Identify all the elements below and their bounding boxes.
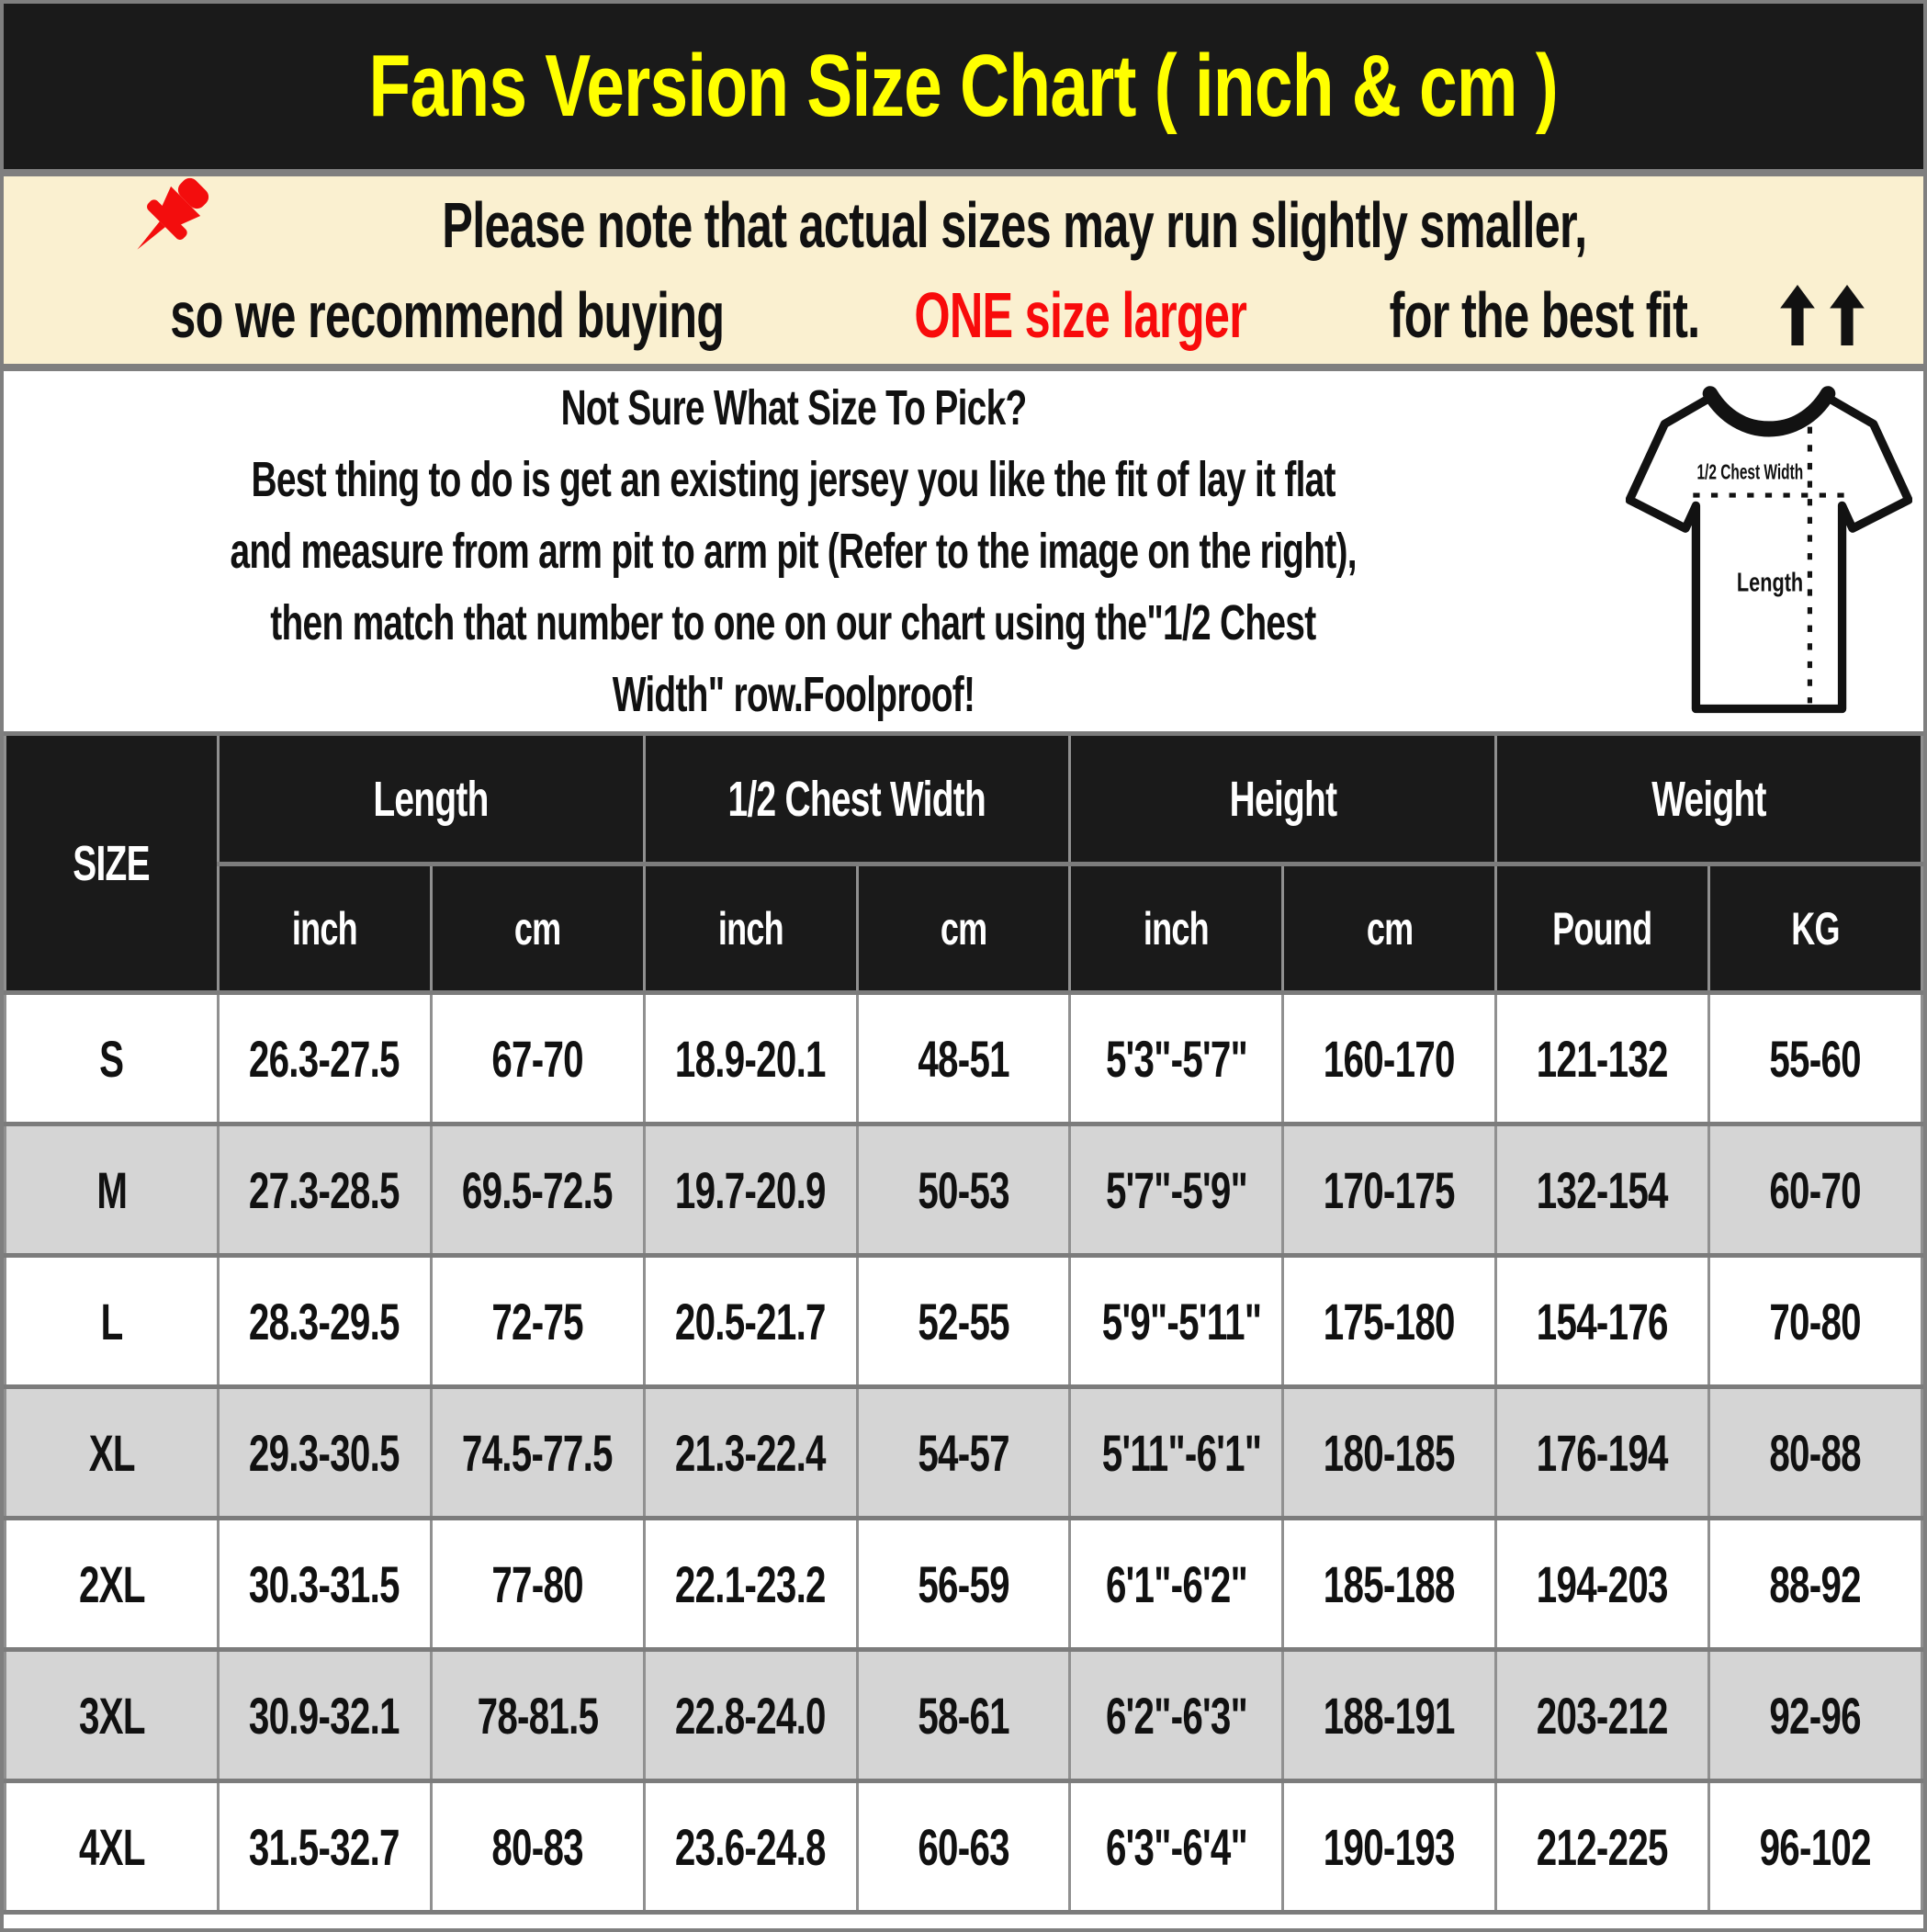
value-cell: 190-193 [1283,1781,1496,1913]
value-cell: 29.3-30.5 [218,1387,431,1519]
notice-text-1: Please note that actual sizes may run slightly smaller, [441,189,1587,261]
value-cell: 22.1-23.2 [644,1519,857,1650]
value-cell: 5'11"-6'1" [1070,1387,1283,1519]
guide-line: and measure from arm pit to arm pit (Refer to the image on the right), [230,524,1357,579]
guide-line: then match that number to one on our chart using the"1/2 Chest [270,595,1316,650]
unit-header: cm [1283,864,1496,993]
value-cell: 5'9"-5'11" [1070,1256,1283,1387]
value-cell: 5'3"-5'7" [1070,993,1283,1124]
group-header-length: Length [218,734,644,864]
tshirt-measurement-diagram [1626,380,1912,722]
table-row [6,1650,1922,1781]
size-cell: L [6,1256,219,1387]
value-cell: 185-188 [1283,1519,1496,1650]
size-cell: S [6,993,219,1124]
value-cell: 60-63 [857,1781,1070,1913]
size-table-header [6,734,1922,993]
unit-header: inch [218,864,431,993]
group-header-chest: 1/2 Chest Width [644,734,1070,864]
value-cell: 21.3-22.4 [644,1387,857,1519]
value-cell: 50-53 [857,1124,1070,1256]
value-cell: 132-154 [1496,1124,1709,1256]
notice-line-2 [62,270,1865,360]
value-cell: 18.9-20.1 [644,993,857,1124]
size-cell: 2XL [6,1519,219,1650]
guide-figure [1575,371,1923,731]
page-title: Fans Version Size Chart ( inch & cm ) [368,37,1559,135]
value-cell: 88-92 [1709,1519,1922,1650]
value-cell: 180-185 [1283,1387,1496,1519]
notice-text-2b: for the best fit. [1389,279,1700,351]
unit-header: KG [1709,864,1922,993]
value-cell: 175-180 [1283,1256,1496,1387]
value-cell: 188-191 [1283,1650,1496,1781]
group-header-weight: Weight [1496,734,1922,864]
guide-section [4,371,1923,731]
value-cell: 160-170 [1283,993,1496,1124]
guide-line: Width" row.Foolproof! [612,667,975,722]
value-cell: 23.6-24.8 [644,1781,857,1913]
unit-header: inch [644,864,857,993]
size-table-body [6,993,1922,1913]
unit-header: cm [857,864,1070,993]
value-cell: 54-57 [857,1387,1070,1519]
value-cell: 96-102 [1709,1781,1922,1913]
guide-heading: Not Sure What Size To Pick? [560,380,1027,435]
table-row [6,993,1922,1124]
value-cell: 80-88 [1709,1387,1922,1519]
group-header-height: Height [1070,734,1496,864]
value-cell: 77-80 [431,1519,644,1650]
length-label: Length [1737,568,1804,598]
guide-line: Best thing to do is get an existing jersey you like the fit of lay it flat [251,452,1335,507]
value-cell: 58-61 [857,1650,1070,1781]
value-cell: 19.7-20.9 [644,1124,857,1256]
value-cell: 170-175 [1283,1124,1496,1256]
value-cell: 30.9-32.1 [218,1650,431,1781]
unit-header: cm [431,864,644,993]
value-cell: 72-75 [431,1256,644,1387]
value-cell: 154-176 [1496,1256,1709,1387]
size-cell: 3XL [6,1650,219,1781]
value-cell: 121-132 [1496,993,1709,1124]
value-cell: 69.5-72.5 [431,1124,644,1256]
value-cell: 212-225 [1496,1781,1709,1913]
notice-banner [4,176,1923,371]
value-cell: 92-96 [1709,1650,1922,1781]
value-cell: 203-212 [1496,1650,1709,1781]
size-cell: 4XL [6,1781,219,1913]
notice-text-2a: so we recommend buying [170,279,725,351]
value-cell: 20.5-21.7 [644,1256,857,1387]
value-cell: 26.3-27.5 [218,993,431,1124]
unit-header: inch [1070,864,1283,993]
value-cell: 30.3-31.5 [218,1519,431,1650]
notice-line-1 [118,180,1809,270]
value-cell: 28.3-29.5 [218,1256,431,1387]
chest-width-label: 1/2 Chest Width [1696,459,1804,484]
pushpin-icon [118,167,218,270]
value-cell: 6'1"-6'2" [1070,1519,1283,1650]
table-row [6,1124,1922,1256]
size-cell: XL [6,1387,219,1519]
value-cell: 56-59 [857,1519,1070,1650]
value-cell: 74.5-77.5 [431,1387,644,1519]
size-column-header: SIZE [6,734,219,993]
table-row [6,1519,1922,1650]
value-cell: 80-83 [431,1781,644,1913]
up-arrows [1780,285,1865,345]
value-cell: 67-70 [431,993,644,1124]
value-cell: 6'2"-6'3" [1070,1650,1283,1781]
unit-header: Pound [1496,864,1709,993]
value-cell: 176-194 [1496,1387,1709,1519]
guide-text [4,371,1575,731]
value-cell: 194-203 [1496,1519,1709,1650]
value-cell: 70-80 [1709,1256,1922,1387]
unit-header-row [6,864,1922,993]
table-row [6,1256,1922,1387]
value-cell: 5'7"-5'9" [1070,1124,1283,1256]
size-cell: M [6,1124,219,1256]
up-arrow-icon [1830,285,1865,345]
value-cell: 48-51 [857,993,1070,1124]
value-cell: 31.5-32.7 [218,1781,431,1913]
value-cell: 60-70 [1709,1124,1922,1256]
value-cell: 55-60 [1709,993,1922,1124]
table-row [6,1387,1922,1519]
up-arrow-icon [1780,285,1815,345]
value-cell: 78-81.5 [431,1650,644,1781]
value-cell: 22.8-24.0 [644,1650,857,1781]
table-row [6,1781,1922,1913]
group-header-row [6,734,1922,864]
notice-highlight: ONE size larger [914,279,1247,351]
title-bar [4,4,1923,176]
value-cell: 27.3-28.5 [218,1124,431,1256]
value-cell: 52-55 [857,1256,1070,1387]
value-cell: 6'3"-6'4" [1070,1781,1283,1913]
size-table [4,731,1923,1915]
